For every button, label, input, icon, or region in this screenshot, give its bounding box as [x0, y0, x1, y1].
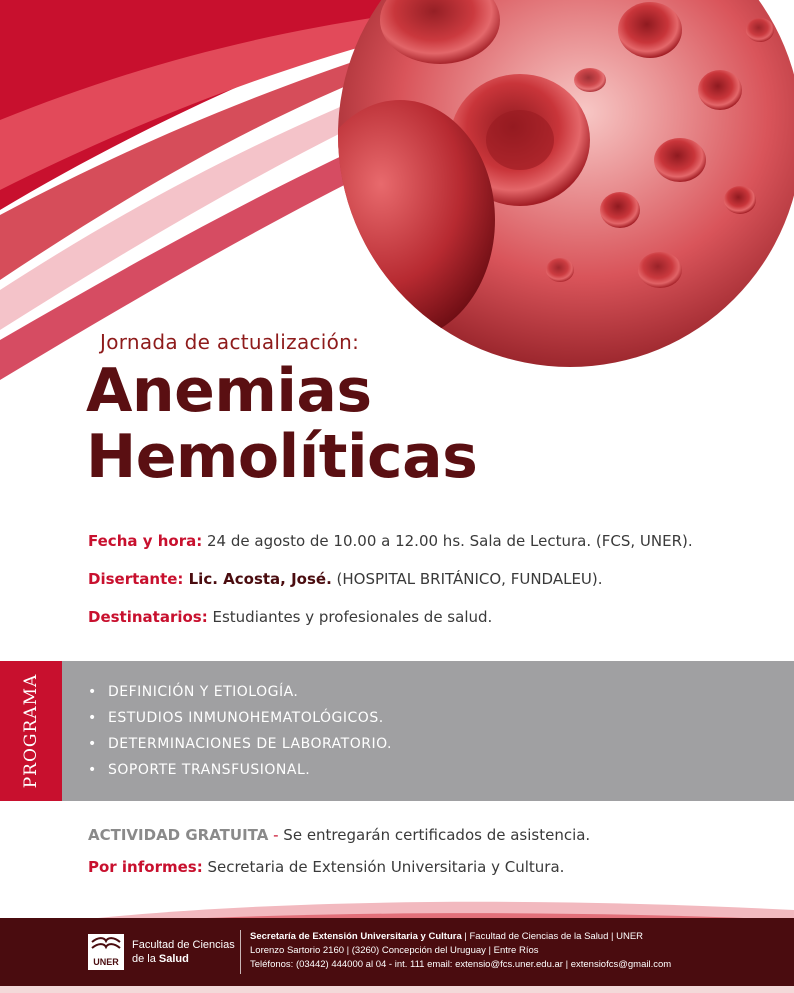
contact-address: Lorenzo Sartorio 2160 | (3260) Concepción del Uruguay | Entre Ríos — [250, 945, 539, 956]
event-title — [86, 358, 477, 490]
destinatarios-label: Destinatarios: — [88, 608, 208, 626]
title-line-1: Anemias — [86, 356, 372, 426]
disertante-name: Lic. Acosta, José. — [183, 570, 332, 588]
destinatarios-row — [88, 608, 492, 626]
programa-list — [88, 679, 392, 783]
informes-label: Por informes: — [88, 858, 203, 876]
list-item: • DETERMINACIONES DE LABORATORIO. — [88, 736, 392, 752]
list-item: • SOPORTE TRANSFUSIONAL. — [88, 762, 311, 778]
bottom-strip — [0, 986, 794, 993]
programa-label-bar — [0, 661, 62, 801]
title-line-2: Hemolíticas — [86, 422, 478, 492]
fecha-label: Fecha y hora: — [88, 532, 203, 550]
programa-label: PROGRAMA — [21, 673, 41, 789]
actividad-row — [88, 826, 590, 844]
contact-phone-email: Teléfonos: (03442) 444000 al 04 - int. 111 email: extensio@fcs.uner.edu.ar | extensiofcs@gmail.com — [250, 959, 672, 970]
contact-title: Secretaría de Extensión Universitaria y Cultura — [250, 931, 462, 942]
disertante-label: Disertante: — [88, 570, 184, 588]
informes-value: Secretaria de Extensión Universitaria y Cultura. — [202, 858, 565, 876]
informes-row — [88, 858, 564, 876]
list-item: • DEFINICIÓN Y ETIOLOGÍA. — [88, 684, 299, 700]
disertante-value: (HOSPITAL BRITÁNICO, FUNDALEU). — [331, 570, 603, 588]
destinatarios-value: Estudiantes y profesionales de salud. — [207, 608, 493, 626]
actividad-value: Se entregarán certificados de asistencia. — [283, 826, 591, 844]
faculty-name: Facultad de Ciencias de la Salud — [132, 939, 235, 965]
red-blood-cells-image — [320, 0, 794, 370]
disertante-row — [88, 570, 603, 588]
logo-text: UNER — [93, 957, 119, 967]
contact-info: Secretaría de Extensión Universitaria y Cultura | Facultad de Ciencias de la Salud | UNER Lorenzo Sartorio 2160 | (3260) Concepción del Uruguay | Entre Ríos Teléfonos: (03442) 444000 al 04 - int. 111 email: extensio@fcs.uner.edu.ar | extensiofcs@gmail.com — [250, 931, 672, 970]
actividad-dash: - — [268, 826, 284, 844]
footer — [0, 918, 794, 986]
event-subtitle: Jornada de actualización: — [100, 330, 360, 354]
footer-divider — [240, 930, 241, 974]
actividad-label: ACTIVIDAD GRATUITA — [88, 826, 269, 844]
list-item: • ESTUDIOS INMUNOHEMATOLÓGICOS. — [88, 710, 384, 726]
fecha-row — [88, 532, 693, 550]
uner-logo-icon — [88, 934, 124, 956]
programa-section — [0, 661, 794, 801]
fecha-value: 24 de agosto de 10.00 a 12.00 hs. Sala de Lectura. (FCS, UNER). — [202, 532, 693, 550]
uner-logo — [88, 934, 124, 970]
